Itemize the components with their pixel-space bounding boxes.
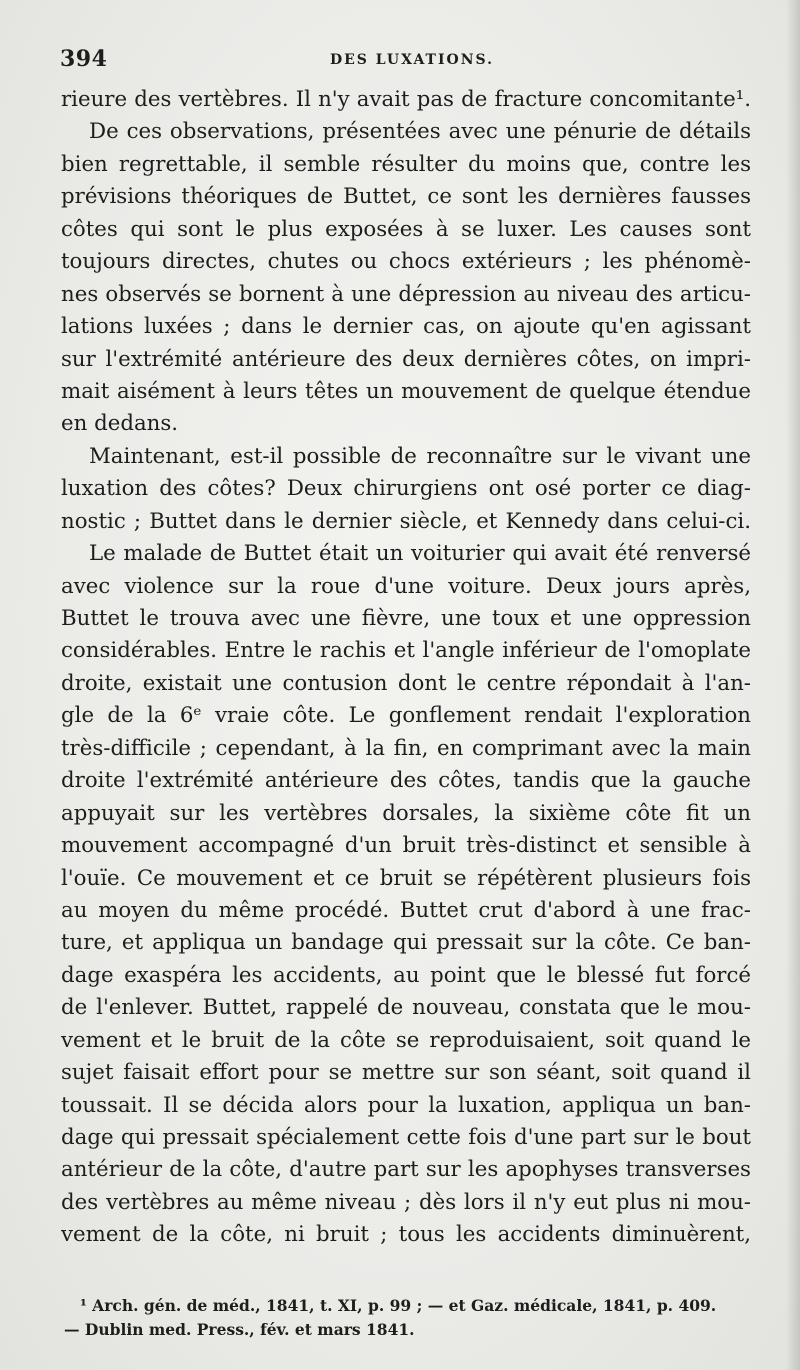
text-line: prévisions théoriques de Buttet, ce sont les dernières fausses xyxy=(61,184,751,210)
text-line: mait aisément à leurs têtes un mouvement de quelque étendue xyxy=(61,378,751,404)
page-header xyxy=(60,46,760,76)
text-line: De ces observations, présentées avec une pénurie de détails xyxy=(89,119,751,145)
text-line: sur l'extrémité antérieure des deux dernières côtes, on impri- xyxy=(61,346,751,372)
text-line: mouvement accompagné d'un bruit très-distinct et sensible à xyxy=(61,833,751,859)
text-line: nostic ; Buttet dans le dernier siècle, et Kennedy dans celui-ci. xyxy=(61,508,751,534)
text-line: toussait. Il se décida alors pour la luxation, appliqua un ban- xyxy=(61,1092,751,1118)
text-line: vement et le bruit de la côte se reproduisaient, soit quand le xyxy=(61,1027,751,1053)
footnote-line: — Dublin med. Press., fév. et mars 1841. xyxy=(64,1320,415,1339)
footnotes xyxy=(64,1294,760,1342)
footnote-line: ¹ Arch. gén. de méd., 1841, t. XI, p. 99 ; — et Gaz. médicale, 1841, p. 409. xyxy=(80,1296,717,1315)
text-line: Buttet le trouva avec une fièvre, une toux et une oppression xyxy=(61,606,751,631)
text-line: vement de la côte, ni bruit ; tous les accidents diminuèrent, xyxy=(61,1222,751,1248)
text-line: bien regrettable, il semble résulter du moins que, contre les xyxy=(61,151,751,177)
text-line: très-difficile ; cependant, à la fin, en comprimant avec la main xyxy=(61,735,751,761)
text-line: nes observés se bornent à une dépression au niveau des articu- xyxy=(61,281,751,307)
text-line: dage qui pressait spécialement cette fois d'une part sur le bout xyxy=(61,1125,751,1150)
page-number: 394 xyxy=(60,46,108,72)
text-line: appuyait sur les vertèbres dorsales, la sixième côte fit un xyxy=(61,800,751,826)
main-text xyxy=(61,84,751,1252)
text-line: sujet faisait effort pour se mettre sur son séant, soit quand il xyxy=(61,1060,751,1086)
text-line: rieure des vertèbres. Il n'y avait pas de fracture concomitante¹. xyxy=(61,87,751,112)
text-line: côtes qui sont le plus exposées à se luxer. Les causes sont xyxy=(61,216,751,242)
running-title: DES LUXATIONS. xyxy=(330,52,494,68)
page-edge-shadow xyxy=(786,0,800,1370)
text-line: en dedans. xyxy=(61,411,179,437)
text-line: dage exaspéra les accidents, au point que le blessé fut forcé xyxy=(61,962,751,988)
text-line: antérieur de la côte, d'autre part sur les apophyses transverses xyxy=(61,1157,751,1183)
text-line: l'ouïe. Ce mouvement et ce bruit se répétèrent plusieurs fois xyxy=(61,865,751,891)
text-line: considérables. Entre le rachis et l'angle inférieur de l'omoplate xyxy=(61,638,751,664)
text-line: toujours directes, chutes ou chocs extérieurs ; les phénomè- xyxy=(61,249,751,275)
text-line: des vertèbres au même niveau ; dès lors il n'y eut plus ni mou- xyxy=(61,1189,751,1215)
text-line: ture, et appliqua un bandage qui pressait sur la côte. Ce ban- xyxy=(61,930,751,956)
text-line: de l'enlever. Buttet, rappelé de nouveau, constata que le mou- xyxy=(61,995,751,1021)
text-line: gle de la 6ᵉ vraie côte. Le gonflement rendait l'exploration xyxy=(61,703,751,729)
text-line: Le malade de Buttet était un voiturier qui avait été renversé xyxy=(89,541,751,567)
text-line: Maintenant, est-il possible de reconnaître sur le vivant une xyxy=(89,443,751,469)
text-line: avec violence sur la roue d'une voiture. Deux jours après, xyxy=(61,573,751,599)
text-line: au moyen du même procédé. Buttet crut d'abord à une frac- xyxy=(61,897,751,923)
text-line: droite, existait une contusion dont le centre répondait à l'an- xyxy=(61,670,751,696)
text-line: droite l'extrémité antérieure des côtes, tandis que la gauche xyxy=(61,768,751,794)
text-line: lations luxées ; dans le dernier cas, on ajoute qu'en agissant xyxy=(61,314,751,340)
text-line: luxation des côtes? Deux chirurgiens ont osé porter ce diag- xyxy=(61,476,751,502)
